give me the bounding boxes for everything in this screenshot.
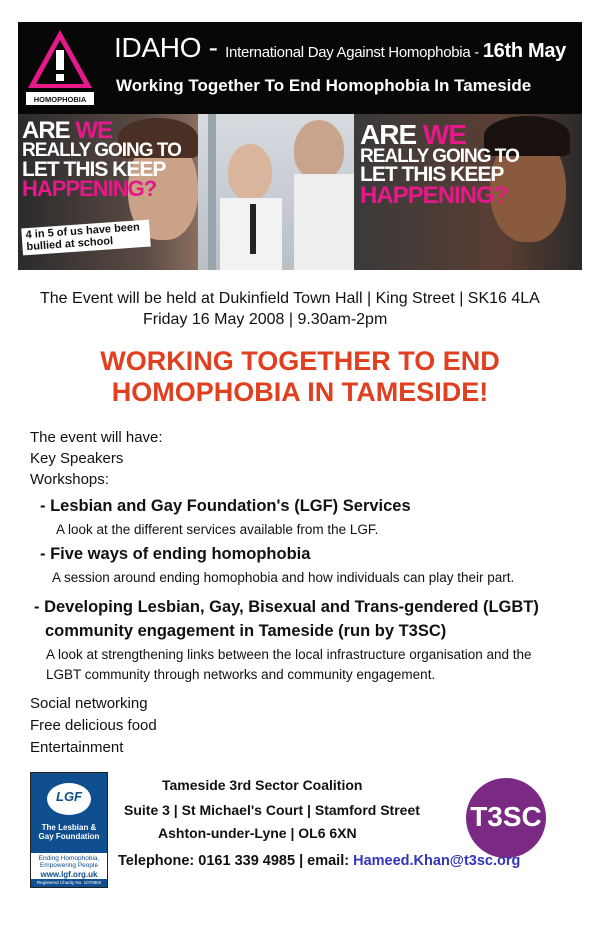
warning-label: HOMOPHOBIA (33, 95, 87, 104)
agenda-key-speakers: Key Speakers (30, 450, 124, 467)
slogan-left-line-4: HAPPENING? (22, 175, 157, 201)
slogan-right-line-3: LET THIS KEEP (360, 163, 504, 187)
extra-free-food: Free delicious food (30, 717, 157, 734)
banner-title (114, 32, 566, 64)
event-location: The Event will be held at Dukinfield Town Hall | King Street | SK16 4LA (40, 290, 540, 307)
footer-telephone: Telephone: 0161 339 4985 | email: (118, 853, 354, 869)
mirror-frame-image (208, 114, 216, 270)
photo-panel-right (354, 114, 582, 270)
banner-full-name: International Day Against Homophobia - (225, 44, 483, 61)
footer-email-link[interactable]: Hameed.Khan@t3sc.org (353, 853, 521, 869)
tie-image (250, 204, 256, 254)
warning-triangle-icon (24, 26, 96, 108)
workshop-2-description: A session around ending homophobia and how individuals can play their part. (52, 570, 515, 585)
t3sc-logo-text: T3SC (470, 801, 542, 832)
footer-organisation: Tameside 3rd Sector Coalition (162, 777, 363, 793)
footer-contact (118, 853, 520, 869)
idaho-label: IDAHO (114, 32, 202, 63)
slogan-left-line-2: REALLY GOING TO (22, 140, 181, 162)
lgf-logo-letters: LGF (56, 789, 82, 804)
workshop-3-description-line-2: LGBT community through networks and community engagement. (46, 667, 436, 682)
slogan-left (22, 117, 181, 201)
footer-address-line-1: Suite 3 | St Michael's Court | Stamford Street (124, 802, 420, 818)
extra-entertainment: Entertainment (30, 739, 124, 756)
photo-panel-middle (198, 114, 354, 270)
lgf-logo-tagline: Ending Homophobia, Empowering People (38, 855, 100, 869)
workshop-2-title: - Five ways of ending homophobia (40, 545, 311, 563)
workshop-3-title-line-1: - Developing Lesbian, Gay, Bisexual and Trans-gendered (LGBT) (34, 598, 539, 616)
main-headline (0, 346, 600, 408)
slogan-right-line-1: ARE WE (360, 119, 467, 150)
headline-line-1: WORKING TOGETHER TO END (100, 346, 500, 376)
agenda-workshops-label: Workshops: (30, 471, 109, 488)
bullied-statistic: 4 in 5 of us have been bullied at school (21, 220, 151, 256)
boy-head-image (294, 120, 344, 180)
banner-tagline: Working Together To End Homophobia In Tameside (116, 76, 532, 95)
extra-social-networking: Social networking (30, 695, 148, 712)
boy-back-image (294, 174, 354, 270)
slogan-right-line-2: REALLY GOING TO (360, 145, 519, 167)
photo-panel-left (18, 114, 198, 270)
title-separator: - (201, 32, 226, 63)
slogan-right-line-4: HAPPENING? (360, 181, 508, 209)
lgf-logo-name: The Lesbian & Gay Foundation (38, 823, 100, 841)
boy-reflection-image (228, 144, 272, 200)
footer-address-line-2: Ashton-under-Lyne | OL6 6XN (158, 825, 357, 841)
lgf-logo (30, 772, 108, 888)
lgf-charity-number: Registered Charity No. 1070904 (31, 879, 107, 887)
workshop-1-title: - Lesbian and Gay Foundation's (LGF) Services (40, 497, 411, 515)
workshop-3-description-line-1: A look at strengthening links between the local infrastructure organisation and the (46, 647, 532, 662)
workshop-3-title-line-2: community engagement in Tameside (run by T3SC) (45, 622, 447, 640)
workshop-1-description: A look at the different services available from the LGF. (56, 522, 379, 537)
lgf-logo-url: www.lgf.org.uk (40, 870, 98, 879)
t3sc-logo (466, 778, 546, 858)
slogan-left-line-3: LET THIS KEEP (22, 157, 166, 181)
slogan-left-line-1: ARE WE (22, 117, 113, 144)
event-date: Friday 16 May 2008 | 9.30am-2pm (143, 311, 388, 328)
header-banner (18, 22, 582, 114)
banner-date: 16th May (482, 40, 566, 62)
headline-line-2: HOMOPHOBIA IN TAMESIDE! (111, 377, 489, 407)
photo-strip (18, 114, 582, 270)
agenda-intro: The event will have: (30, 429, 163, 446)
slogan-right (360, 119, 519, 209)
